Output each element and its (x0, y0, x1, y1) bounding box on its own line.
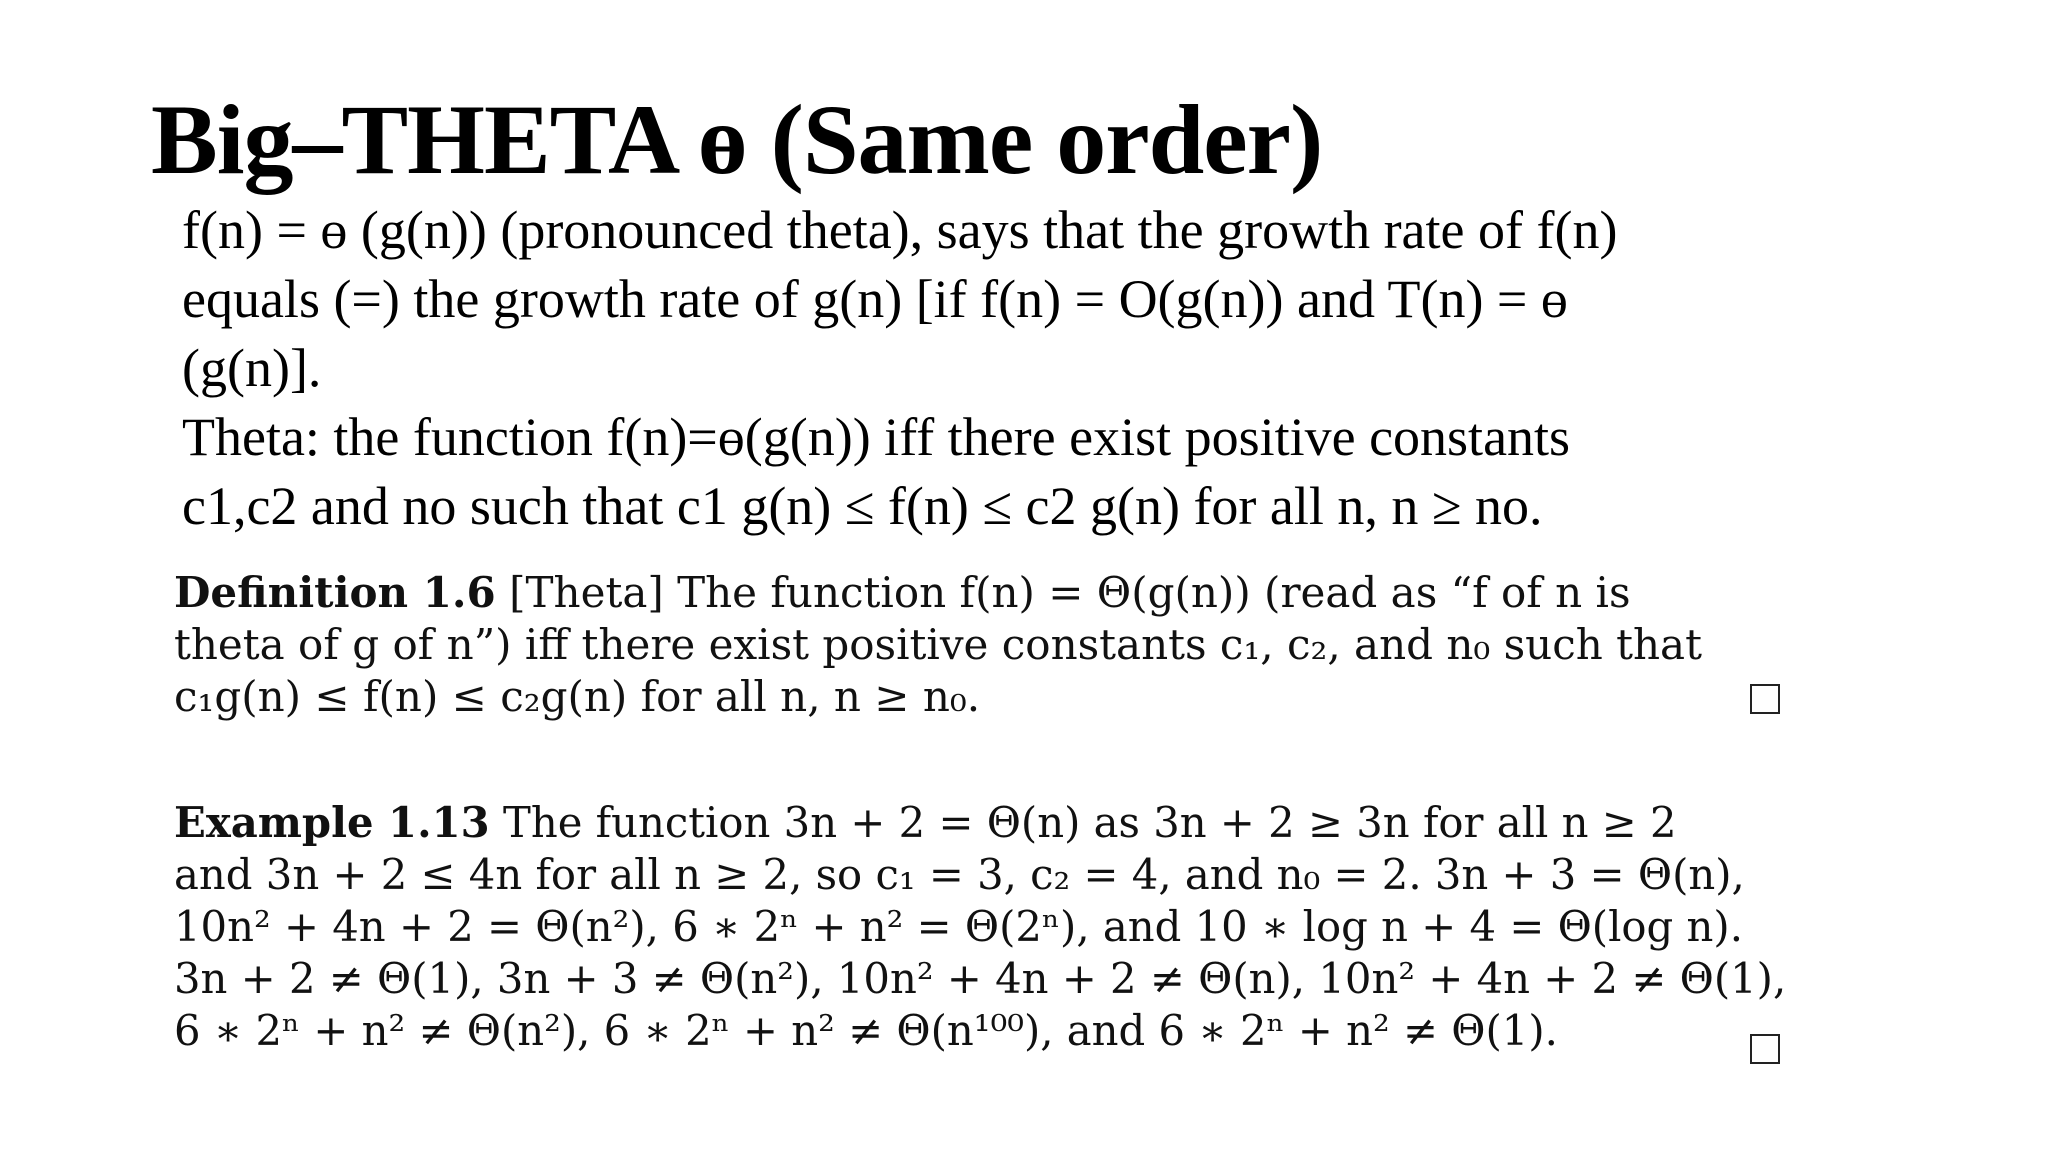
explanation-line: (g(n)]. (182, 338, 322, 398)
example-excerpt (174, 797, 1796, 1057)
example-line: 3n + 2 ≠ Θ(1), 3n + 3 ≠ Θ(n²), 10n² + 4n + 2 ≠ Θ(n), 10n² + 4n + 2 ≠ Θ(1), (174, 954, 1787, 1003)
theta-explanation (182, 196, 1802, 541)
definition-line: c₁g(n) ≤ f(n) ≤ c₂g(n) for all n, n ≥ n₀. (174, 672, 981, 721)
example-line: 10n² + 4n + 2 = Θ(n²), 6 ∗ 2ⁿ + n² = Θ(2ⁿ), and 10 ∗ log n + 4 = Θ(log n). (174, 902, 1743, 951)
explanation-line: equals (=) the growth rate of g(n) [if f(n) = O(g(n)) and T(n) = ɵ (182, 269, 1568, 329)
explanation-line: Theta: the function f(n)=ɵ(g(n)) iff there exist positive constants (182, 407, 1571, 467)
example-line (174, 797, 1786, 849)
definition-line: theta of g of n”) iff there exist positive constants c₁, c₂, and n₀ such that (174, 620, 1702, 669)
example-line: 6 ∗ 2ⁿ + n² ≠ Θ(n²), 6 ∗ 2ⁿ + n² ≠ Θ(n¹⁰⁰), and 6 ∗ 2ⁿ + n² ≠ Θ(1). (174, 1006, 1558, 1055)
slide-title: Big–THETA ɵ (Same order) (151, 84, 1323, 195)
explanation-line: c1,c2 and no such that c1 g(n) ≤ f(n) ≤ c2 g(n) for all n, n ≥ no. (182, 476, 1543, 536)
definition-line (174, 567, 1702, 619)
definition-excerpt (174, 567, 1702, 723)
qed-box-icon (1750, 1034, 1780, 1064)
example-line-text: The function 3n + 2 = Θ(n) as 3n + 2 ≥ 3n for all n ≥ 2 (502, 798, 1677, 847)
qed-box-icon (1750, 684, 1780, 714)
example-heading: Example 1.13 (174, 798, 490, 847)
example-line: and 3n + 2 ≤ 4n for all n ≥ 2, so c₁ = 3, c₂ = 4, and n₀ = 2. 3n + 3 = Θ(n), (174, 850, 1745, 899)
explanation-line: f(n) = ɵ (g(n)) (pronounced theta), says that the growth rate of f(n) (182, 200, 1618, 260)
definition-line-text: [Theta] The function f(n) = Θ(g(n)) (read as “f of n is (509, 568, 1631, 617)
definition-heading: Definition 1.6 (174, 568, 496, 617)
